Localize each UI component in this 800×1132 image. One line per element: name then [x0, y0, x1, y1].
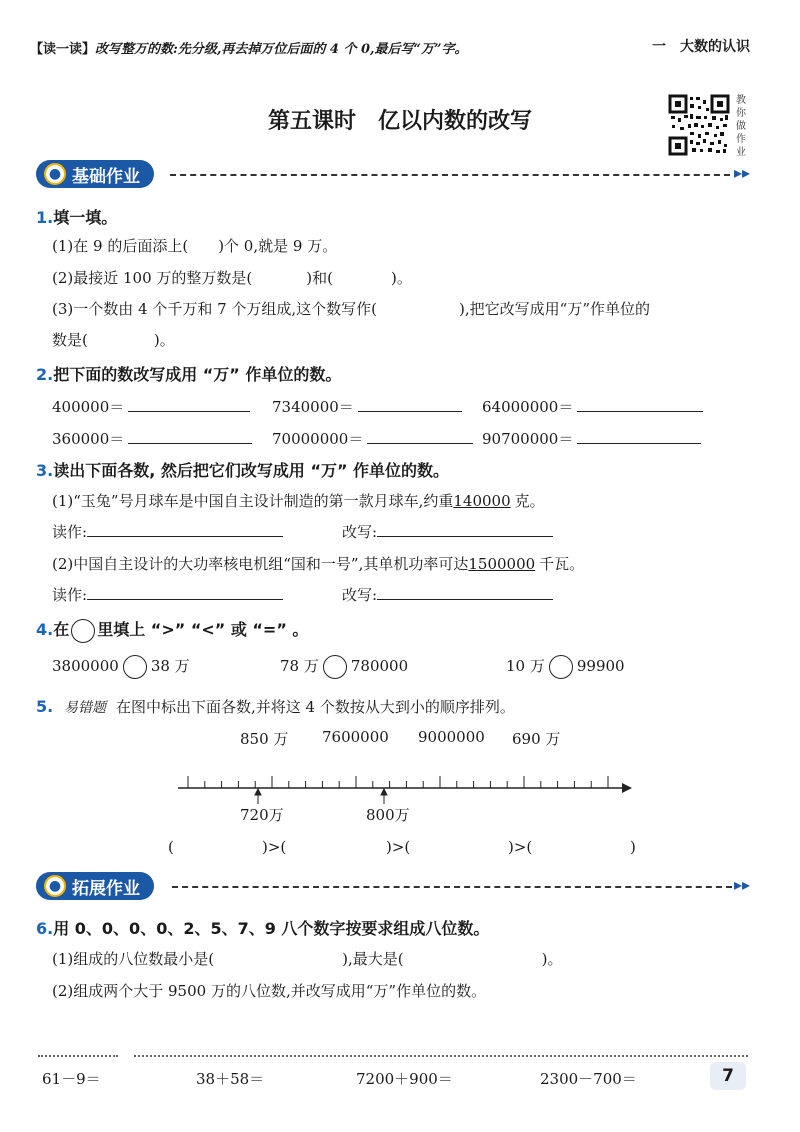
q5-number-item: 9000000: [418, 728, 485, 746]
arrow-right-icon: ▸▸: [734, 163, 751, 182]
section-label-basic: 基础作业: [72, 166, 140, 187]
q2-item: [52, 396, 250, 417]
q1-p3-cont-suffix: )。: [153, 331, 175, 349]
q6-part1: [52, 948, 562, 969]
q3-p1-suffix: 克。: [514, 492, 545, 510]
qr-side-text: 教你做作业: [736, 95, 746, 158]
q3-title: [36, 458, 449, 481]
tick-label-720: 720万: [240, 806, 284, 824]
q3-p2-rewrite: [342, 584, 553, 605]
lightbulb-icon: ●: [44, 875, 66, 897]
q3-text: 读出下面各数, 然后把它们改写成用 “万” 作单位的数。: [53, 461, 450, 480]
q2-expression: 7340000＝: [272, 398, 354, 416]
qr-code[interactable]: [668, 94, 730, 156]
q6-part2: (2)组成两个大于 9500 万的八位数,并改写成用“万”作单位的数。: [52, 982, 487, 1000]
answer-blank[interactable]: [128, 398, 250, 412]
q3-part1: [52, 490, 545, 511]
q6-p1-suffix: )。: [541, 950, 563, 968]
rewrite-label: 改写:: [342, 586, 378, 604]
read-label: 读作:: [52, 586, 88, 604]
q3-part2: [52, 553, 584, 574]
q1-text: 填一填。: [53, 208, 118, 227]
q6-text: 用 0、0、0、0、2、5、7、9 八个数字按要求组成八位数。: [53, 919, 490, 938]
q4-compare: [52, 655, 190, 679]
q3-p2-prefix: (2)中国自主设计的大功率核电机组“国和一号”,其单机功率可达: [52, 555, 469, 573]
q3-p1-rewrite: [342, 521, 553, 542]
arrow-up-icon: [381, 789, 387, 795]
arrow-up-icon: [255, 789, 261, 795]
order-paren: ): [630, 838, 636, 856]
q4-compare: [506, 655, 625, 679]
footer-divider: [38, 1055, 118, 1057]
q2-expression: 70000000＝: [272, 430, 364, 448]
compare-circle[interactable]: [123, 655, 147, 679]
tip-tag: 【读一读】: [30, 42, 96, 57]
q4-left-value: 3800000: [52, 657, 119, 675]
order-paren: )>(: [386, 838, 411, 856]
q5-title: [36, 696, 515, 717]
q2-item: [272, 428, 473, 449]
circle-icon: [71, 619, 95, 643]
mental-math-item: 61－9＝: [42, 1070, 101, 1088]
mental-math-item: 38＋58＝: [196, 1070, 265, 1088]
q5-number: 5.: [36, 697, 54, 716]
section-badge-extend: [36, 872, 154, 900]
q1-title: [36, 205, 117, 228]
q1-p2-prefix: (2)最接近 100 万的整万数是(: [52, 269, 253, 287]
footer-divider: [134, 1055, 748, 1057]
q4-right-value: 38 万: [150, 657, 190, 675]
section-badge-basic: [36, 160, 154, 188]
q6-p1-prefix: (1)组成的八位数最小是(: [52, 950, 215, 968]
compare-circle[interactable]: [323, 655, 347, 679]
q4-text-a: 在: [53, 620, 70, 639]
q2-item: [272, 396, 462, 417]
mental-math-item: 2300－700＝: [540, 1070, 637, 1088]
q5-text: 在图中标出下面各数,并将这 4 个数按从大到小的顺序排列。: [116, 698, 515, 716]
q1-part2: [52, 267, 412, 288]
q4-text-b: 里填上 “>” “<” 或 “=” 。: [97, 620, 309, 639]
answer-blank[interactable]: [87, 586, 283, 600]
q4-left-value: 78 万: [280, 657, 319, 675]
answer-blank[interactable]: [377, 523, 553, 537]
arrow-right-icon: ▸▸: [734, 875, 751, 894]
answer-blank[interactable]: [377, 586, 553, 600]
q1-p2-suffix: )。: [391, 269, 412, 287]
q2-text: 把下面的数改写成用 “万” 作单位的数。: [53, 365, 342, 384]
q2-expression: 360000＝: [52, 430, 125, 448]
q6-title: [36, 916, 489, 939]
error-prone-tag: 易错题: [64, 700, 106, 716]
q2-item: [482, 396, 703, 417]
q4-compare: [280, 655, 408, 679]
answer-blank[interactable]: [87, 523, 283, 537]
order-paren: )>(: [262, 838, 287, 856]
tip-line: [30, 38, 468, 57]
answer-blank[interactable]: [128, 430, 252, 444]
q2-expression: 90700000＝: [482, 430, 574, 448]
q2-item: [52, 428, 252, 449]
answer-blank[interactable]: [367, 430, 473, 444]
q4-title: [36, 617, 308, 643]
q5-number-item: 7600000: [322, 728, 389, 746]
q1-part1: [52, 235, 337, 256]
unit-title: 一 大数的认识: [652, 39, 750, 55]
q6-p1-mid: ),最大是(: [342, 950, 404, 968]
answer-blank[interactable]: [577, 398, 703, 412]
q5-number-item: 690 万: [512, 730, 561, 748]
q2-number: 2.: [36, 365, 54, 384]
q1-part3: [52, 298, 650, 319]
tick-label-800: 800万: [366, 806, 410, 824]
lightbulb-icon: ●: [44, 163, 66, 185]
q4-left-value: 10 万: [506, 657, 545, 675]
mental-math-item: 7200＋900＝: [356, 1070, 453, 1088]
q2-expression: 64000000＝: [482, 398, 574, 416]
q5-number-item: 850 万: [240, 730, 289, 748]
rewrite-label: 改写:: [342, 523, 378, 541]
number-line[interactable]: [170, 768, 640, 808]
q2-expression: 400000＝: [52, 398, 125, 416]
q3-number: 3.: [36, 461, 54, 480]
q1-p2-mid: )和(: [306, 269, 333, 287]
q1-p3-cont-prefix: 数是(: [52, 331, 88, 349]
q3-p2-number: 1500000: [468, 555, 536, 573]
q1-number: 1.: [36, 208, 54, 227]
q3-p1-read: [52, 521, 283, 542]
q3-p1-number: 140000: [453, 492, 511, 510]
q2-item: [482, 428, 701, 449]
q1-p3-prefix: (3)一个数由 4 个千万和 7 个万组成,这个数写作(: [52, 300, 378, 318]
q4-right-value: 780000: [350, 657, 409, 675]
page-number: 7: [710, 1062, 746, 1090]
q3-p1-prefix: (1)“玉兔”号月球车是中国自主设计制造的第一款月球车,约重: [52, 492, 454, 510]
q1-part3-cont: [52, 329, 175, 350]
q4-number: 4.: [36, 620, 54, 639]
q3-p2-read: [52, 584, 283, 605]
q1-p1-suffix: )个 0,就是 9 万。: [218, 237, 338, 255]
answer-blank[interactable]: [577, 430, 701, 444]
section-divider: [172, 886, 732, 888]
q3-p2-suffix: 千瓦。: [539, 555, 585, 573]
section-label-extend: 拓展作业: [72, 878, 140, 899]
q1-p3-mid: ),把它改写成用“万”作单位的: [459, 300, 650, 318]
order-paren: (: [168, 838, 174, 856]
arrow-right-icon: [622, 783, 632, 793]
q2-title: [36, 362, 341, 385]
q4-right-value: 99900: [576, 657, 625, 675]
q6-number: 6.: [36, 919, 54, 938]
order-paren: )>(: [508, 838, 533, 856]
qr-code-image: [668, 94, 730, 156]
tip-text: 改写整万的数:先分级,再去掉万位后面的 4 个 0,最后写“万”字。: [95, 42, 468, 57]
compare-circle[interactable]: [549, 655, 573, 679]
read-label: 读作:: [52, 523, 88, 541]
number-line-ticks: [188, 776, 608, 804]
answer-blank[interactable]: [358, 398, 462, 412]
q1-p1-prefix: (1)在 9 的后面添上(: [52, 237, 189, 255]
page-title: 第五课时 亿以内数的改写: [267, 109, 532, 134]
section-divider: [170, 174, 730, 176]
